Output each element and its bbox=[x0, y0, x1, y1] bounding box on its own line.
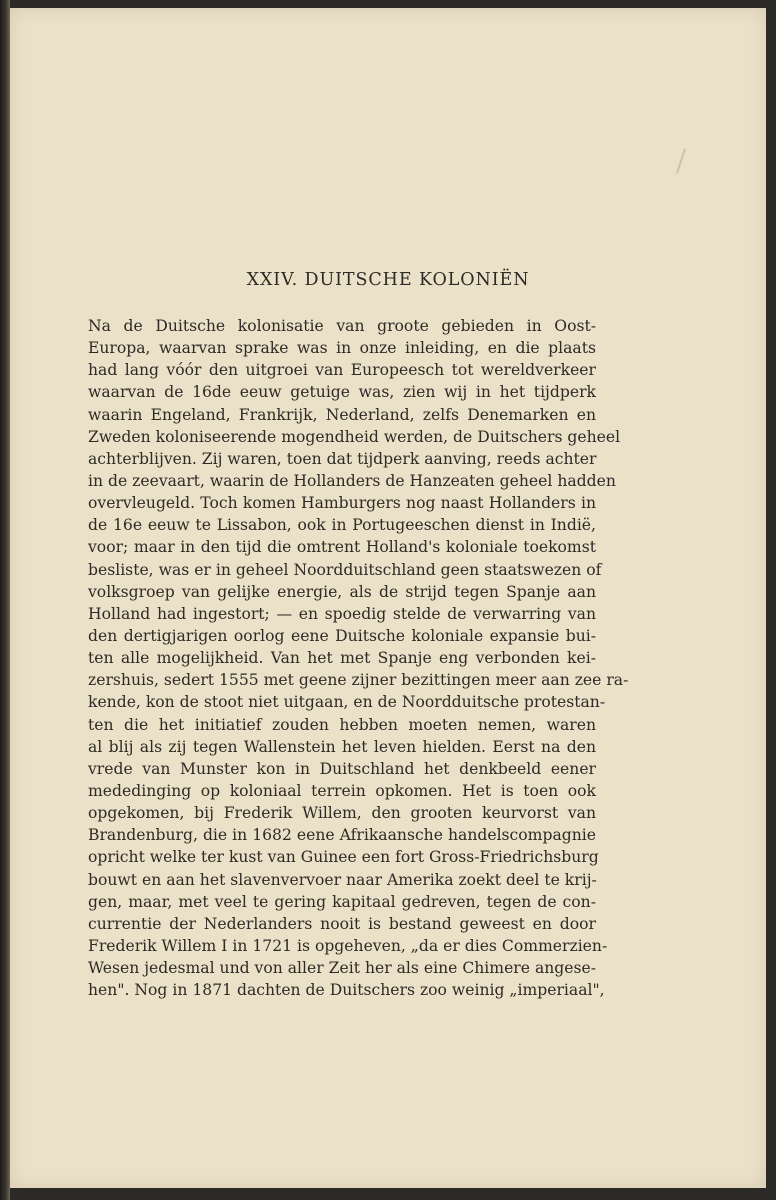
text-line: Zweden koloniseerende mogendheid werden, de Duitschers geheel bbox=[88, 427, 621, 446]
text-line: mededinging op koloniaal terrein opkomen. Het is toen ook bbox=[88, 781, 596, 800]
text-line: volksgroep van gelijke energie, als de strijd tegen Spanje aan bbox=[88, 582, 596, 601]
text-line: Wesen jedesmal und von aller Zeit her als eine Chimere angese- bbox=[88, 959, 596, 978]
text-line: hen". Nog in 1871 dachten de Duitschers zoo weinig „imperiaal", bbox=[88, 981, 605, 1000]
text-line: den dertigjarigen oorlog eene Duitsche koloniale expansie bui- bbox=[88, 626, 596, 645]
chapter-heading: XXIV. DUITSCHE KOLONIËN bbox=[246, 270, 530, 290]
text-line: Brandenburg, die in 1682 eene Afrikaansche handelscompagnie bbox=[88, 826, 596, 845]
text-line: Na de Duitsche kolonisatie van groote gebieden in Oost- bbox=[88, 317, 596, 335]
text-line: besliste, was er in geheel Noordduitschland geen staatswezen of bbox=[88, 560, 602, 579]
text-line: voor; maar in den tijd die omtrent Holland's koloniale toekomst bbox=[88, 538, 596, 557]
text-line: had lang vóór den uitgroei van Europeesch tot wereldverkeer bbox=[88, 361, 596, 380]
body-paragraph bbox=[88, 315, 629, 1001]
text-line: opgekomen, bij Frederik Willem, den grooten keurvorst van bbox=[88, 804, 596, 823]
text-line: currentie der Nederlanders nooit is bestand geweest en door bbox=[88, 914, 596, 933]
text-line: zershuis, sedert 1555 met geene zijner bezittingen meer aan zee ra- bbox=[88, 671, 629, 690]
text-line: bouwt en aan het slavenvervoer naar Amerika zoekt deel te krij- bbox=[88, 870, 597, 889]
text-line: vrede van Munster kon in Duitschland het denkbeeld eener bbox=[88, 759, 596, 778]
text-line: Frederik Willem I in 1721 is opgeheven, „da er dies Commerzien- bbox=[88, 936, 608, 955]
text-line: al blij als zij tegen Wallenstein het leven hielden. Eerst na den bbox=[88, 737, 596, 756]
text-line: opricht welke ter kust van Guinee een fort Gross-Friedrichsburg bbox=[88, 848, 599, 867]
text-line: achterblijven. Zij waren, toen dat tijdperk aanving, reeds achter bbox=[88, 449, 597, 468]
text-line: overvleugeld. Toch komen Hamburgers nog naast Hollanders in bbox=[88, 494, 596, 513]
text-line: de 16e eeuw te Lissabon, ook in Portugeeschen dienst in Indië, bbox=[88, 516, 596, 535]
text-line: waarin Engeland, Frankrijk, Nederland, zelfs Denemarken en bbox=[88, 405, 596, 424]
text-line: waarvan de 16de eeuw getuige was, zien wij in het tijdperk bbox=[88, 383, 596, 402]
text-line: Europa, waarvan sprake was in onze inleiding, en die plaats bbox=[88, 339, 596, 358]
text-line: gen, maar, met veel te gering kapitaal gedreven, tegen de con- bbox=[88, 892, 596, 911]
book-spine-edge bbox=[0, 0, 10, 1200]
text-line: ten alle mogelijkheid. Van het met Spanje eng verbonden kei- bbox=[88, 649, 596, 668]
text-line: kende, kon de stoot niet uitgaan, en de Noordduitsche protestan- bbox=[88, 693, 606, 712]
text-line: in de zeevaart, waarin de Hollanders de Hanzeaten geheel hadden bbox=[88, 471, 616, 490]
text-line: Holland had ingestort; — en spoedig stelde de verwarring van bbox=[88, 604, 596, 623]
text-line: ten die het initiatief zouden hebben moeten nemen, waren bbox=[88, 715, 596, 734]
